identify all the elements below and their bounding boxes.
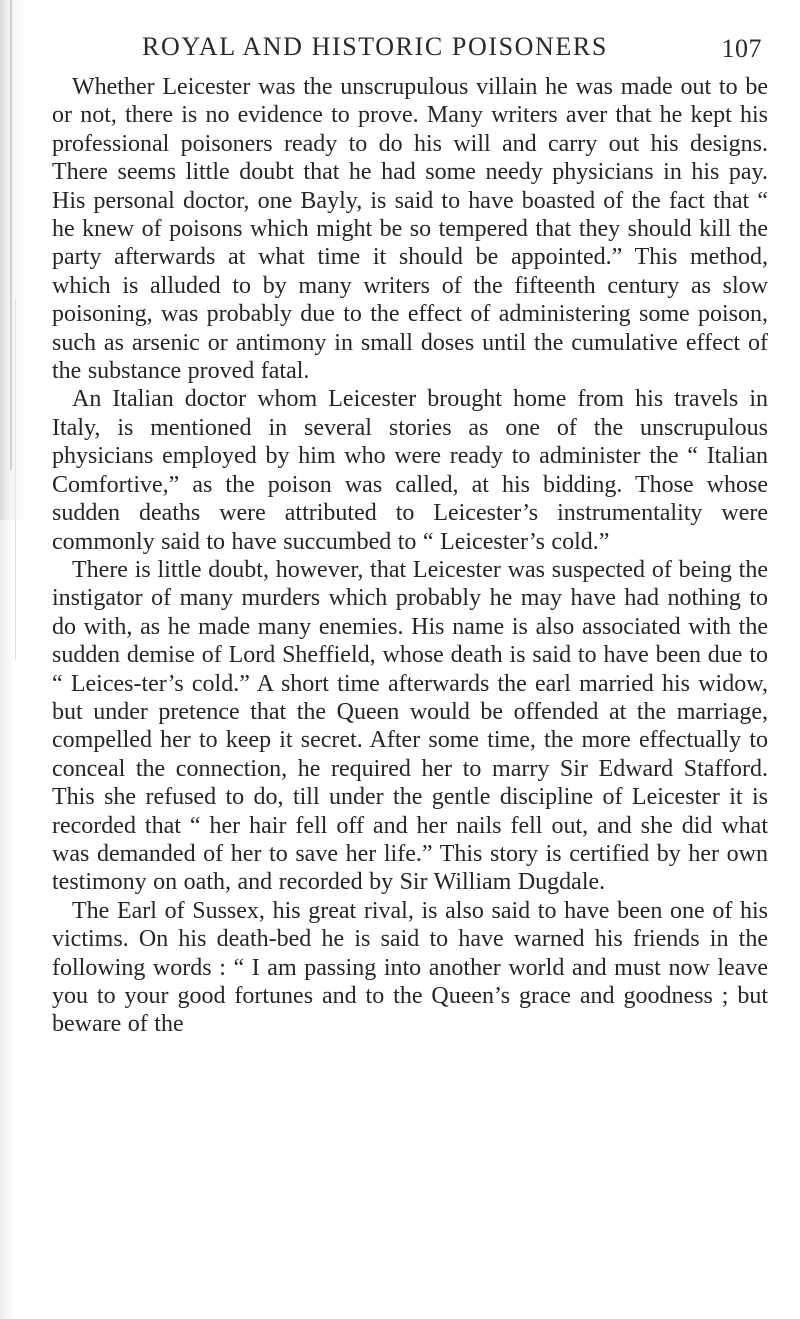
page-gutter-shadow-lower xyxy=(0,520,14,1319)
binding-edge-line xyxy=(10,0,12,470)
paragraph: There is little doubt, however, that Leicester was suspected of being the instigator of many murders which probably he may have had nothing to do with, as he made many enemies. His name is also associated with the sudden demise of Lord Sheffield, whose death is said to have been due to “ Leices-ter’s cold.” A short time afterwards the earl married his widow, but under pretence that the Queen would be offended at the marriage, compelled her to keep it secret. After some time, the more effectually to conceal the connection, he required her to marry Sir Edward Stafford. This she refused to do, till under the gentle discipline of Leicester it is recorded that “ her hair fell off and her nails fell out, and she did what was demanded of her to save her life.” This story is certified by her own testimony on oath, and recorded by Sir William Dugdale. xyxy=(52,556,768,896)
paragraph: An Italian doctor whom Leicester brought home from his travels in Italy, is mentioned in several stories as one of the unscrupulous physicians employed by him who were ready to administer the “ Italian Comfortive,” as the poison was called, at his bidding. Those whose sudden deaths were attributed to Leicester’s instrumentality were commonly said to have succumbed to “ Leicester’s cold.” xyxy=(52,386,768,555)
binding-edge-line-faint xyxy=(15,300,16,660)
page-number: 107 xyxy=(721,34,762,63)
paragraph: The Earl of Sussex, his great rival, is also said to have been one of his victims. On his death-bed he is said to have warned his friends in the following words : “ I am passing into another world and must now leave you to your good fortunes and to the Queen’s grace and goodness ; but beware of the xyxy=(52,897,768,1038)
page-gutter-shadow xyxy=(0,0,26,520)
running-head xyxy=(142,32,762,68)
body-text xyxy=(52,73,768,1039)
paragraph: Whether Leicester was the unscrupulous villain he was made out to be or not, there is no evidence to prove. Many writers aver that he kept his professional poisoners ready to do his will and carry out his designs. There seems little doubt that he had some needy physicians in his pay. His personal doctor, one Bayly, is said to have boasted of the fact that “ he knew of poisons which might be so tempered that they should kill the party afterwards at what time it should be appointed.” This method, which is alluded to by many writers of the fifteenth century as slow poisoning, was probably due to the effect of administering some poison, such as arsenic or antimony in small doses until the cumulative effect of the substance proved fatal. xyxy=(52,74,768,385)
running-title: ROYAL AND HISTORIC POISONERS xyxy=(142,32,608,61)
